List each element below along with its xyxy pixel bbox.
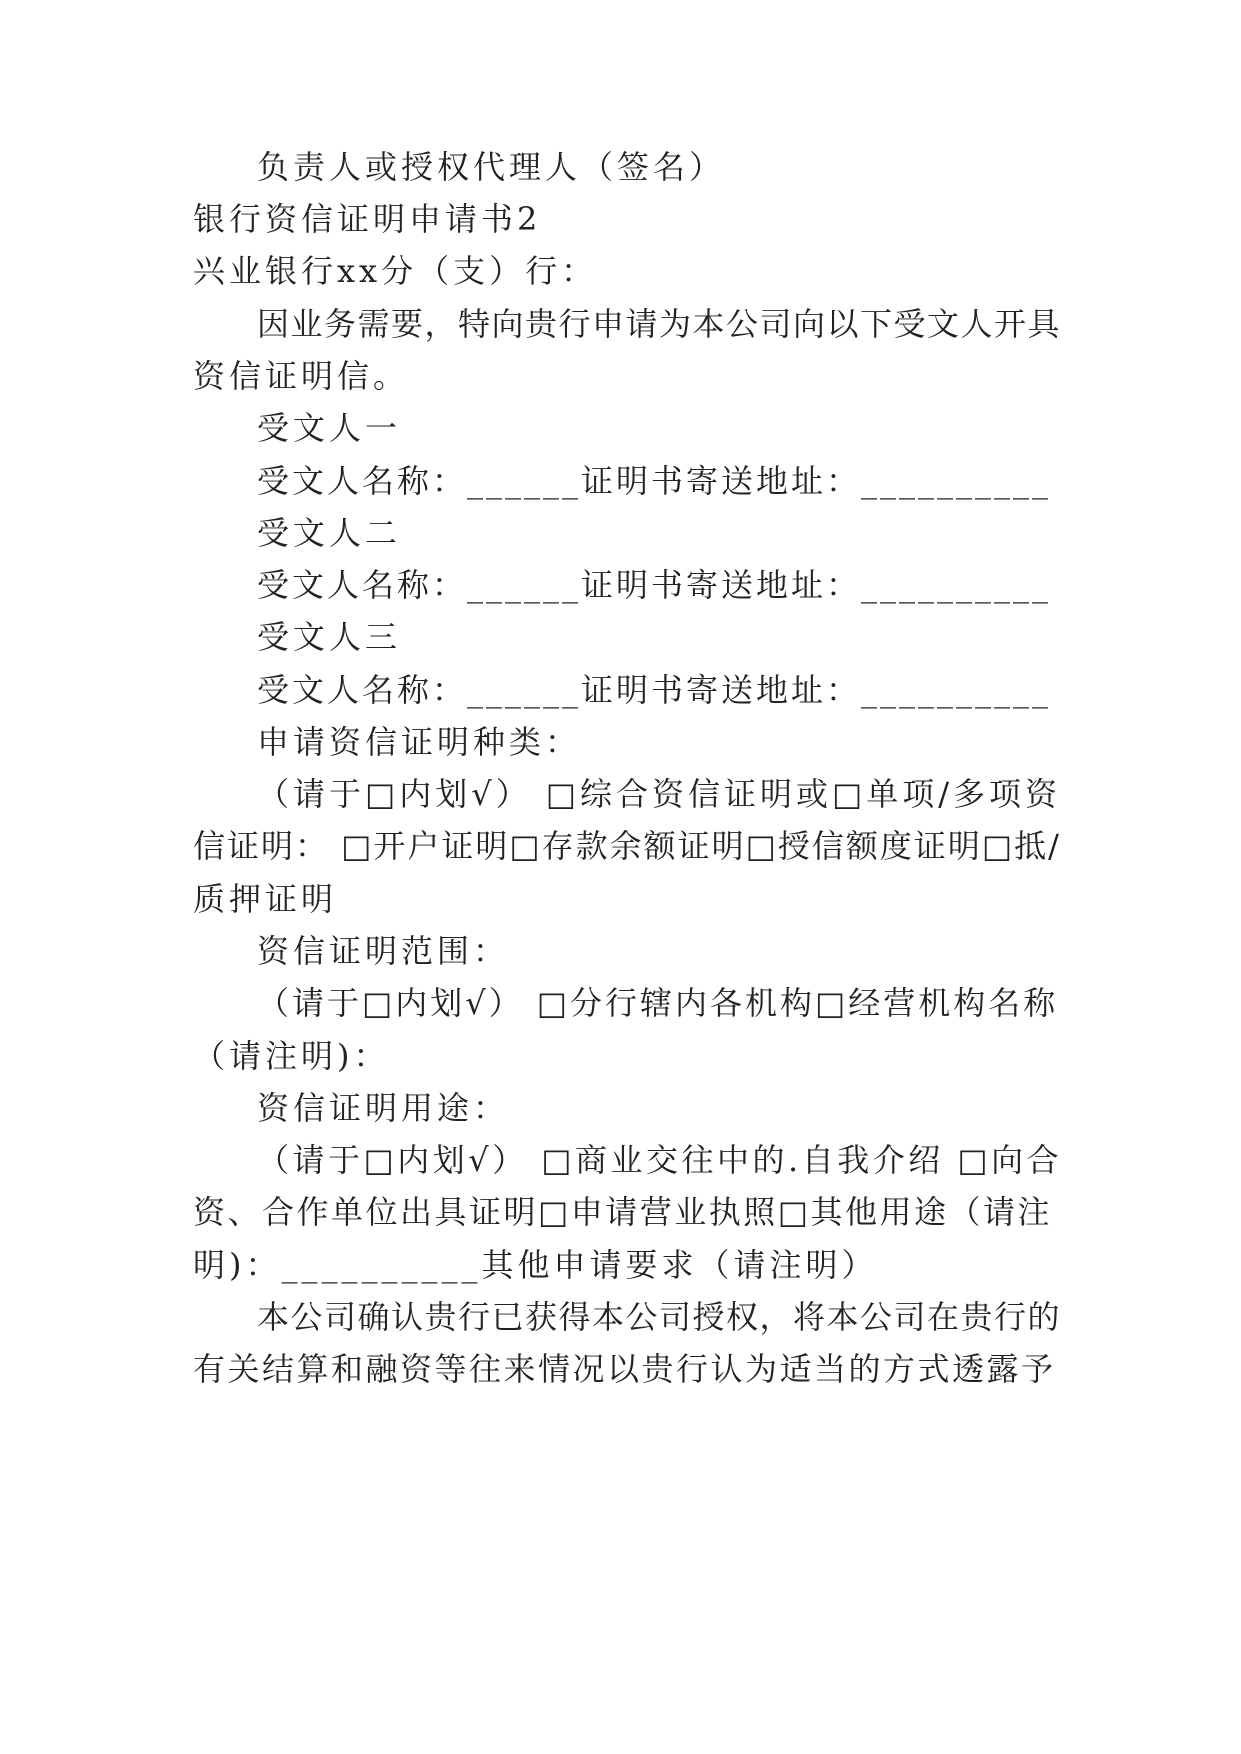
certificate-type-options-line-2: 信证明： □开户证明□存款余额证明□授信额度证明□抵/ — [193, 827, 1061, 865]
signature-line: 负责人或授权代理人（签名） — [257, 148, 726, 186]
certificate-purpose-heading: 资信证明用途： — [257, 1089, 510, 1127]
certificate-type-options-line-1: （请于□内划√） □综合资信证明或□单项/多项资 — [257, 775, 1062, 813]
certificate-type-heading: 申请资信证明种类： — [257, 723, 582, 761]
certificate-purpose-options-line-3: 明)：__________其他申请要求（请注明） — [193, 1246, 878, 1284]
recipient-3-fields: 受文人名称：______证明书寄送地址：__________ — [257, 671, 1052, 709]
paragraph-intro-line-2: 资信证明信。 — [193, 357, 410, 395]
recipient-1-heading: 受文人一 — [257, 409, 402, 447]
recipient-2-heading: 受文人二 — [257, 514, 402, 552]
certificate-purpose-options-line-1: （请于□内划√） □商业交往中的.自我介绍 □向合 — [257, 1141, 1063, 1179]
certificate-purpose-options-line-2: 资、合作单位出具证明□申请营业执照□其他用途（请注 — [193, 1193, 1052, 1231]
certificate-type-options-line-3: 质押证明 — [193, 880, 338, 918]
document-title: 银行资信证明申请书2 — [193, 200, 542, 238]
certificate-scope-heading: 资信证明范围： — [257, 932, 510, 970]
paragraph-intro-line-1: 因业务需要，特向贵行申请为本公司向以下受文人开具 — [257, 305, 1062, 343]
authorization-paragraph-line-2: 有关结算和融资等往来情况以贵行认为适当的方式透露予 — [193, 1350, 1056, 1388]
recipient-1-fields: 受文人名称：______证明书寄送地址：__________ — [257, 462, 1052, 500]
authorization-paragraph-line-1: 本公司确认贵行已获得本公司授权，将本公司在贵行的 — [257, 1298, 1062, 1336]
certificate-scope-options-line-1: （请于□内划√） □分行辖内各机构□经营机构名称 — [257, 984, 1059, 1022]
recipient-3-heading: 受文人三 — [257, 618, 402, 656]
certificate-scope-options-line-2: （请注明)： — [193, 1037, 390, 1075]
recipient-2-fields: 受文人名称：______证明书寄送地址：__________ — [257, 566, 1052, 604]
addressee-line: 兴业银行xx分（支）行： — [193, 252, 598, 290]
